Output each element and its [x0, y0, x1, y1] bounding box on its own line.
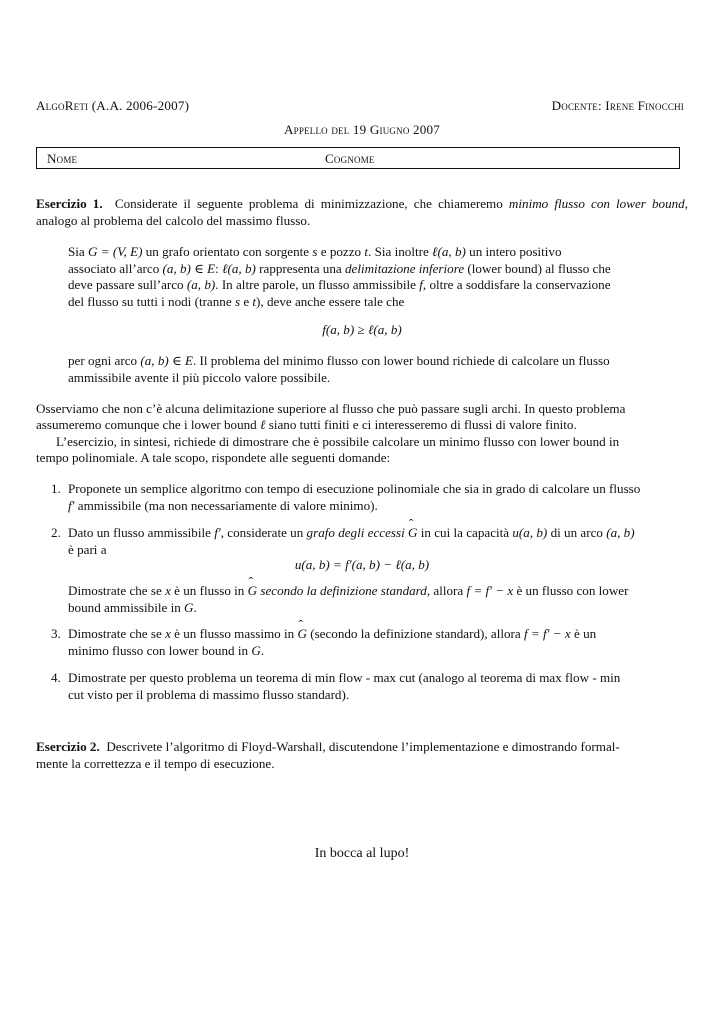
question-1-number: 1. — [51, 481, 61, 496]
paragraph-3-line-2: tempo polinomiale. A tale scopo, rispondete alle seguenti domande: — [36, 450, 391, 465]
question-4 — [36, 670, 688, 704]
exercise-1-title: Esercizio 1. — [36, 196, 103, 211]
formula-capacity: u(a, b) = f′(a, b) − ℓ(a, b) — [294, 557, 430, 572]
paragraph-2-line-1: Osserviamo che non c’è alcuna delimitazione superiore al flusso che può passare sugli archi. In questo problema — [36, 401, 626, 416]
paragraph-3-line-1: L’esercizio, in sintesi, richiede di dimostrare che è possibile calcolare un minimo flusso con lower bound in — [56, 434, 620, 449]
exam-page — [36, 0, 688, 1024]
exercise-2-line-2: mente la correttezza e il tempo di esecuzione. — [36, 755, 275, 771]
definition-line-4: del flusso su tutti i nodi (tranne s e t), deve anche essere tale che — [68, 294, 405, 309]
formula-lower-bound: f(a, b) ≥ ℓ(a, b) — [322, 322, 402, 337]
g-hat-symbol: ˆ G — [408, 525, 417, 542]
question-4-number: 4. — [51, 670, 61, 685]
question-4-line-2: cut visto per il problema di massimo flusso standard). — [68, 686, 350, 702]
after-formula-line-2: ammissibile avente il più piccolo valore possibile. — [68, 370, 331, 385]
exam-date: Appello del 19 Giugno 2007 — [284, 122, 440, 137]
question-2-number: 2. — [51, 525, 61, 540]
student-name-box[interactable] — [36, 147, 680, 169]
question-2-line-4: bound ammissibile in G. — [68, 599, 197, 615]
intro-emphasis: minimo flusso con lower bound — [508, 196, 685, 211]
question-2-line-1: Dato un flusso ammissibile f′, considerate un grafo degli eccessi ˆ G in cui la capacità u(a, b) di un arco (a, b) — [68, 525, 688, 542]
definition-line-2: associato all’arco (a, b) ∈ E: ℓ(a, b) rappresenta una delimitazione inferiore (lower bound) al flusso che — [68, 261, 611, 276]
exercise-2 — [36, 739, 688, 772]
question-4-line-1: Dimostrate per questo problema un teorema di min flow - max cut (analogo al teorema di max flow - min — [68, 670, 621, 685]
definition-line-3: deve passare sull’arco (a, b). In altre parole, un flusso ammissibile f, oltre a soddisfare la conservazione — [68, 277, 611, 292]
after-formula-line-1: per ogni arco (a, b) ∈ E. Il problema del minimo flusso con lower bound richiede di calcolare un flusso — [68, 353, 610, 368]
nome-label: Nome — [47, 151, 78, 166]
question-1 — [36, 481, 688, 515]
question-2-line-3: Dimostrate che se x è un flusso in ˆ G secondo la definizione standard, allora f = f′ − x è un flusso con lower — [68, 583, 688, 600]
question-3 — [36, 626, 688, 660]
question-3-line-1: Dimostrate che se x è un flusso massimo in ˆ G (secondo la definizione standard), allora f = f′ − x è un — [68, 626, 688, 643]
paragraph-2-line-2: assumeremo comunque che i lower bound ℓ siano tutti finiti e ci interesseremo di flussi di valore finito. — [36, 417, 577, 432]
instructor-name: Docente: Irene Finocchi — [551, 98, 684, 113]
cognome-label: Cognome — [325, 151, 375, 166]
exercise-1-intro — [36, 196, 688, 229]
exercise-2-title: Esercizio 2. — [36, 739, 100, 754]
question-3-line-2: minimo flusso con lower bound in G. — [68, 642, 265, 658]
intro-text-end: , analogo al problema del calcolo del massimo flusso. — [36, 196, 689, 228]
question-1-line-2: f′ ammissibile (ma non necessariamente di valore minimo). — [68, 497, 378, 513]
course-title: AlgoReti (A.A. 2006-2007) — [36, 98, 190, 113]
intro-text: Considerate il seguente problema di minimizzazione, che chiameremo — [114, 196, 509, 211]
header — [36, 98, 688, 116]
question-1-line-1: Proponete un semplice algoritmo con tempo di esecuzione polinomiale che sia in grado di calcolare un flusso — [68, 481, 641, 496]
definition-line-1: Sia G = (V, E) un grafo orientato con sorgente s e pozzo t. Sia inoltre ℓ(a, b) un intero positivo — [68, 244, 562, 259]
closing-greeting: In bocca al lupo! — [314, 846, 410, 861]
question-2-line-2: è pari a — [68, 541, 107, 557]
question-2-continued — [36, 583, 688, 617]
exercise-2-line-1: Esercizio 2. Descrivete l’algoritmo di Floyd-Warshall, discutendone l’implementazione e dimostrando formal- — [36, 739, 620, 754]
question-3-number: 3. — [51, 626, 61, 641]
